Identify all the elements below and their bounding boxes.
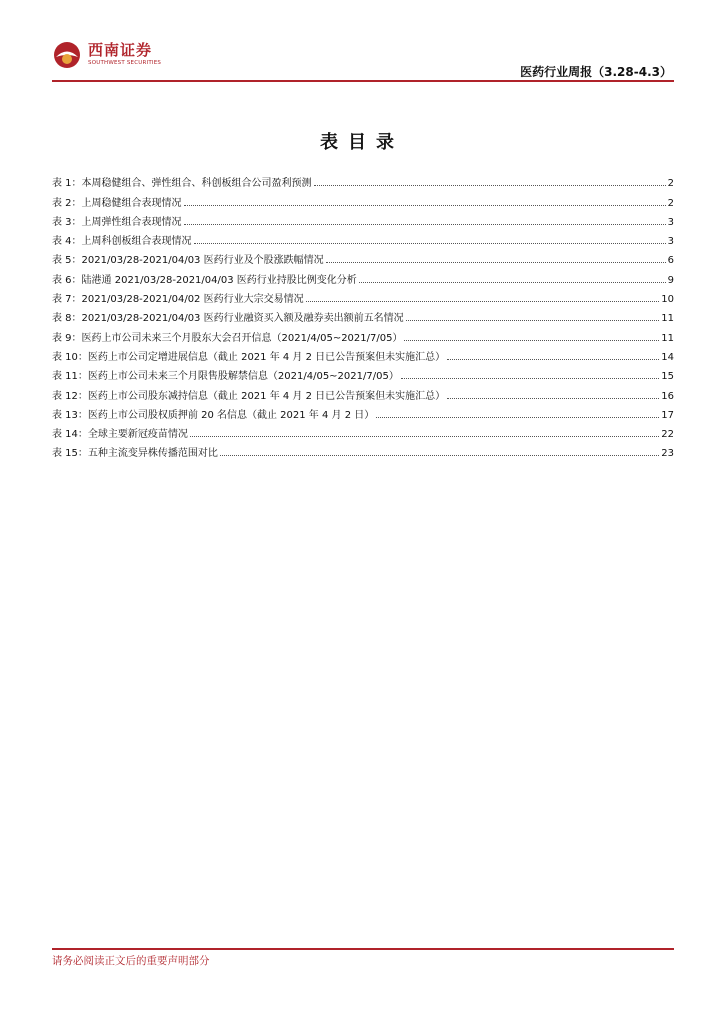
report-title: 医药行业周报（3.28-4.3） (520, 65, 672, 79)
toc-entry[interactable] (52, 209, 674, 228)
toc-dot-leader (404, 339, 659, 341)
toc-entry[interactable] (52, 189, 674, 208)
toc-entry[interactable] (52, 286, 674, 305)
toc-entry-label: 表 14：全球主要新冠疫苗情况 (52, 429, 188, 441)
toc-entry[interactable] (52, 421, 674, 440)
toc-entry[interactable] (52, 170, 674, 189)
footer-divider (52, 948, 674, 950)
toc-entry-page: 11 (661, 313, 674, 325)
toc-entry-page: 16 (661, 390, 674, 402)
toc-entry-page: 14 (661, 351, 674, 363)
toc-entry-label: 表 3：上周弹性组合表现情况 (52, 216, 182, 228)
toc-entry-label: 表 10：医药上市公司定增进展信息（截止 2021 年 4 月 2 日已公告预案但未实施汇总） (52, 351, 446, 363)
toc-entry[interactable] (52, 324, 674, 343)
toc-entry-page: 2 (667, 197, 674, 209)
toc-entry[interactable] (52, 305, 674, 324)
toc-entry-label: 表 7：2021/03/28-2021/04/02 医药行业大宗交易情况 (52, 294, 304, 306)
toc-entry[interactable] (52, 363, 674, 382)
toc-entry-label: 表 5：2021/03/28-2021/04/03 医药行业及个股涨跌幅情况 (52, 255, 324, 267)
header-divider (52, 80, 674, 82)
toc-entry-page: 10 (661, 294, 674, 306)
toc-entry-label: 表 9：医药上市公司未来三个月股东大会召开信息（2021/4/05~2021/7/05） (52, 332, 403, 344)
toc-dot-leader (314, 184, 666, 186)
toc-dot-leader (447, 397, 659, 399)
footer-disclaimer: 请务必阅读正文后的重要声明部分 (52, 955, 210, 967)
company-logo (52, 40, 161, 70)
toc-entry[interactable] (52, 228, 674, 247)
toc-entry[interactable] (52, 247, 674, 266)
logo-mark-icon (52, 40, 82, 70)
toc-entry-page: 3 (667, 236, 674, 248)
toc-dot-leader (406, 319, 660, 321)
toc-entry-label: 表 12：医药上市公司股东减持信息（截止 2021 年 4 月 2 日已公告预案但未实施汇总） (52, 390, 446, 402)
toc-dot-leader (401, 377, 659, 379)
toc-entry-label: 表 1：本周稳健组合、弹性组合、科创板组合公司盈利预测 (52, 178, 312, 190)
toc-dot-leader (326, 261, 666, 263)
toc-dot-leader (359, 281, 666, 283)
toc-entry-page: 23 (661, 448, 674, 460)
toc-dot-leader (376, 416, 659, 418)
toc-entry[interactable] (52, 440, 674, 459)
toc-dot-leader (190, 435, 659, 437)
toc-entry-label: 表 13：医药上市公司股权质押前 20 名信息（截止 2021 年 4 月 2 日） (52, 409, 375, 421)
toc-entry-page: 15 (661, 371, 674, 383)
toc-entry-label: 表 2：上周稳健组合表现情况 (52, 197, 182, 209)
toc-entry-page: 9 (667, 274, 674, 286)
toc-entry-label: 表 4：上周科创板组合表现情况 (52, 236, 192, 248)
logo-english-name: SOUTHWEST SECURITIES (88, 60, 162, 67)
toc-dot-leader (220, 454, 659, 456)
table-of-contents (52, 170, 674, 459)
toc-entry[interactable] (52, 402, 674, 421)
toc-entry-page: 22 (661, 429, 674, 441)
toc-entry-page: 6 (667, 255, 674, 267)
toc-dot-leader (184, 204, 666, 206)
toc-entry[interactable] (52, 266, 674, 285)
toc-entry-page: 11 (661, 332, 674, 344)
toc-entry-label: 表 6：陆港通 2021/03/28-2021/04/03 医药行业持股比例变化分析 (52, 274, 357, 286)
logo-chinese-name: 西南证券 (88, 41, 153, 60)
toc-dot-leader (194, 242, 666, 244)
toc-entry[interactable] (52, 382, 674, 401)
toc-entry-label: 表 11：医药上市公司未来三个月限售股解禁信息（2021/4/05~2021/7/05） (52, 371, 399, 383)
toc-dot-leader (306, 300, 660, 302)
page-header (52, 40, 674, 80)
toc-dot-leader (447, 358, 659, 360)
toc-entry-page: 3 (667, 216, 674, 228)
toc-entry-label: 表 8：2021/03/28-2021/04/03 医药行业融资买入额及融券卖出额前五名情况 (52, 313, 404, 325)
toc-dot-leader (184, 223, 666, 225)
toc-title: 表目录 (320, 132, 404, 153)
toc-entry-page: 17 (661, 409, 674, 421)
toc-entry-label: 表 15：五种主流变异株传播范围对比 (52, 448, 218, 460)
toc-entry[interactable] (52, 344, 674, 363)
toc-entry-page: 2 (667, 178, 674, 190)
